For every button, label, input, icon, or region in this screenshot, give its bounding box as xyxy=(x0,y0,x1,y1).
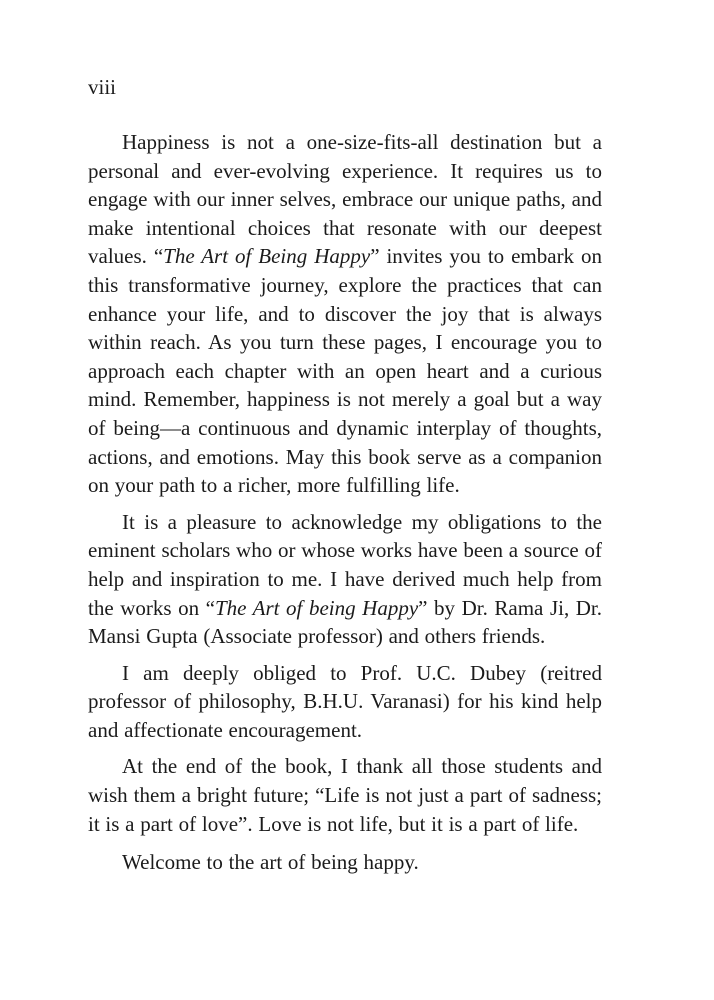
italic-text-run: The Art of being Happy xyxy=(214,595,419,620)
text-run: I am deeply obliged to Prof. U.C. Dubey (reitred professor of philosophy, B.H.U. Varanasi) for his kind help and affectionate encouragement. xyxy=(88,660,602,742)
italic-text-run: The Art of Being Happy xyxy=(163,244,371,269)
paragraph-thanks-students xyxy=(88,752,602,838)
paragraph-welcome xyxy=(88,848,602,877)
text-run: ” by Dr. Rama Ji, Dr. Mansi Gupta (Associate professor) and others friends. xyxy=(88,595,603,649)
page-number: viii xyxy=(88,75,117,99)
text-run: Welcome to the art of being happy. xyxy=(122,850,419,875)
text-run: Happiness is not a one-size-fits-all destination but a personal and ever-evolving experience. It requires us to engage with our inner selves, embrace our unique paths, and make intentional choices that resonate with our deepest values. “ xyxy=(88,130,602,269)
text-run: At the end of the book, I thank all those students and wish them a bright future; “Life is not just a part of sadness; it is a part of love”. Love is not life, but it is a part of life. xyxy=(88,754,602,836)
paragraph-intro-happiness xyxy=(88,128,602,500)
text-run: It is a pleasure to acknowledge my obligations to the eminent scholars who or whose works have been a source of help and inspiration to me. I have derived much help from the works on “ xyxy=(88,509,602,620)
paragraph-obliged-professor xyxy=(88,659,602,745)
paragraph-acknowledgements xyxy=(88,508,602,651)
text-run: ” invites you to embark on this transformative journey, explore the practices that can enhance your life, and to discover the joy that is always within reach. As you turn these pages, I encourage you to approach each chapter with an open heart and a curious mind. Remember, happiness is not merely a goal but a way of being—a continuous and dynamic interplay of thoughts, actions, and emotions. May this book serve as a companion on your path to a richer, more fulfilling life. xyxy=(88,244,602,498)
page-body xyxy=(88,128,602,877)
